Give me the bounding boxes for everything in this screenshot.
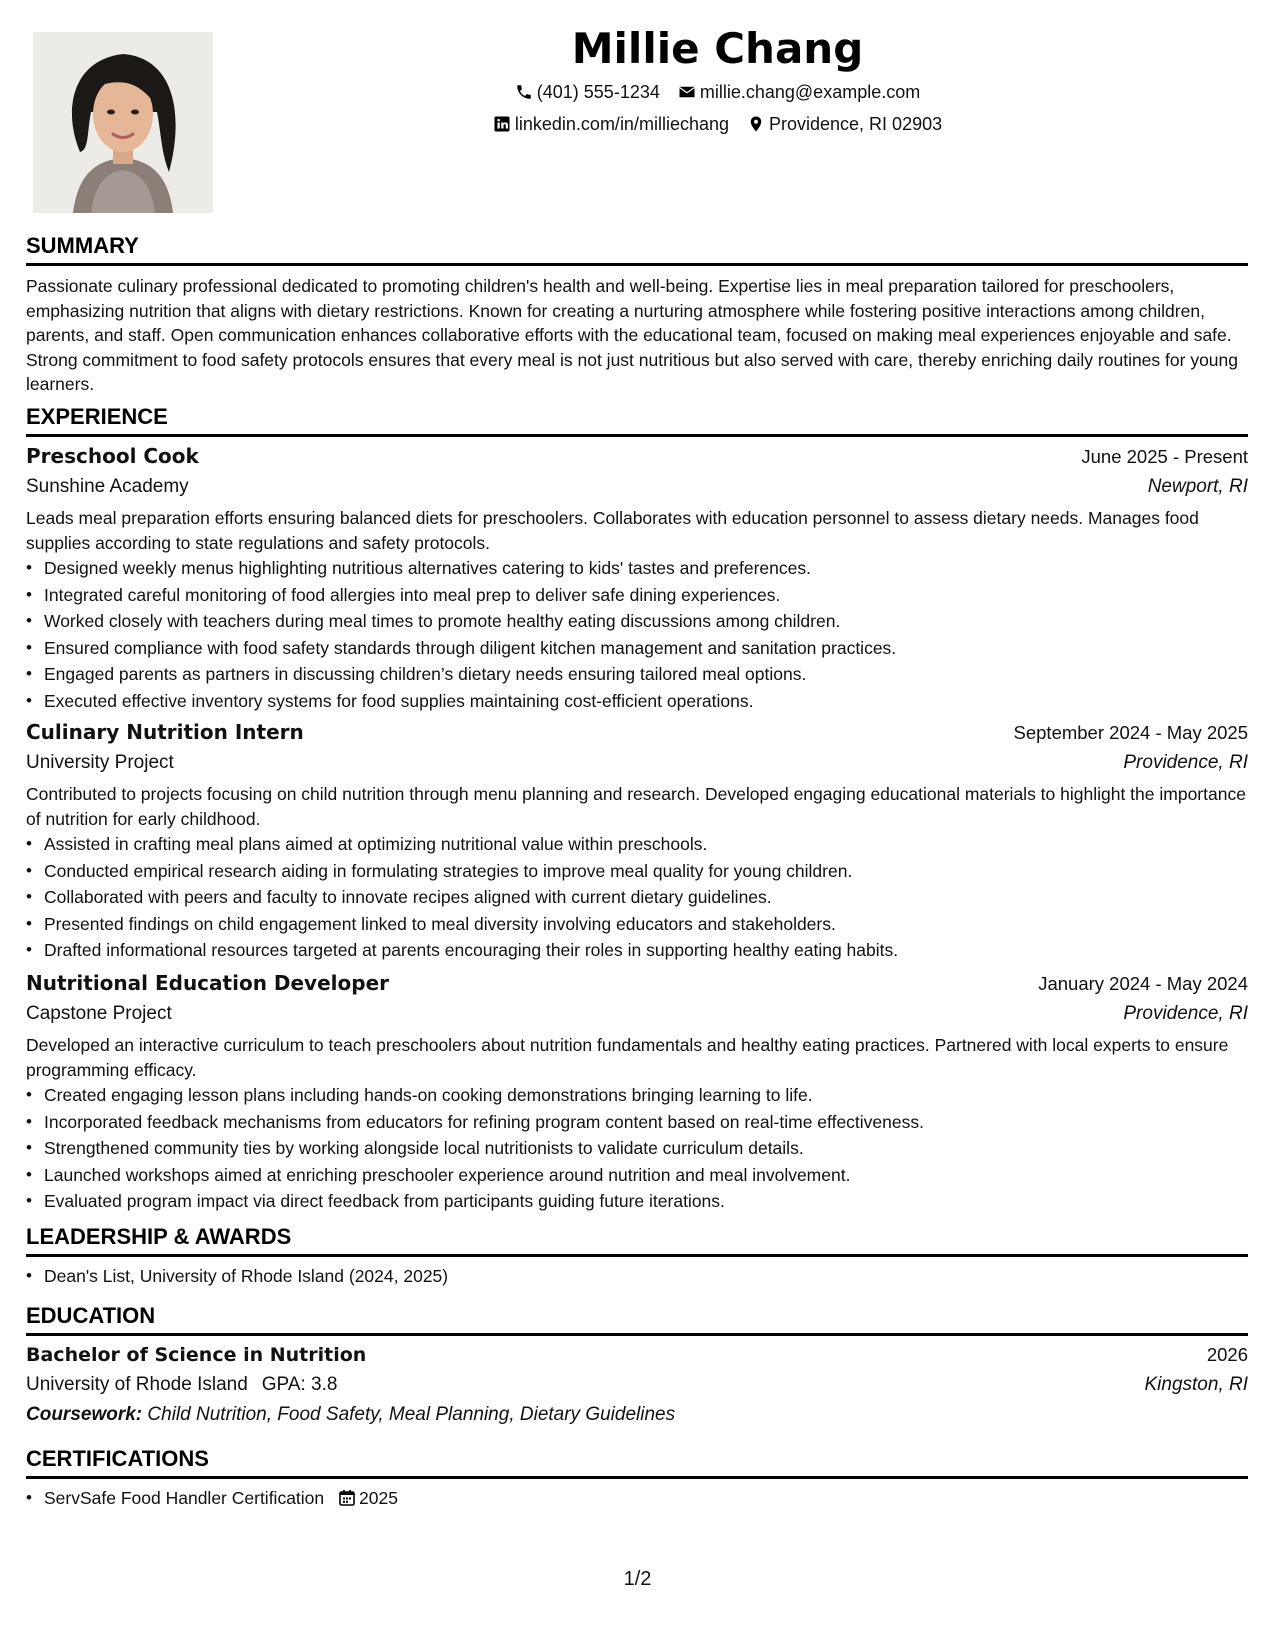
- job-bullets: [26, 555, 1248, 715]
- bullet-item: • Ensured compliance with food safety standards through diligent kitchen management and sanitation practices.: [44, 635, 1248, 662]
- job-description: Developed an interactive curriculum to teach preschoolers about nutrition fundamentals and healthy eating practices. Partnered with local experts to ensure programming efficacy.: [26, 1035, 1229, 1080]
- job-location: Providence, RI: [1123, 1003, 1248, 1024]
- bullet-item: • Collaborated with peers and faculty to innovate recipes aligned with current dietary guidelines.: [44, 884, 1248, 911]
- leadership-section: [26, 1223, 1248, 1290]
- job-dates: September 2024 - May 2025: [1013, 722, 1248, 743]
- education-heading: EDUCATION: [26, 1302, 1248, 1336]
- bullet-item: • Created engaging lesson plans including hands-on cooking demonstrations bringing learning to life.: [44, 1082, 1248, 1109]
- bullet-item: • Conducted empirical research aiding in formulating strategies to improve meal quality for young children.: [44, 858, 1248, 885]
- coursework-line: [26, 1400, 1248, 1430]
- job-entry: [26, 717, 1248, 964]
- summary-text: Passionate culinary professional dedicated to promoting children's health and well-being. Expertise lies in meal preparation tailored for preschoolers, emphasizing nutrition that aligns with dietary restrictions. Known for creating a nurturing atmosphere while fostering positive interactions among children, parents, and staff. Open communication enhances collaborative efforts with the educational team, focused on making meal experiences enjoyable and safe. Strong commitment to food safety protocols ensures that every meal is not just nutritious but also served with care, thereby enriching daily routines for young learners.: [26, 276, 1238, 394]
- award-item: • Dean's List, University of Rhode Island (2024, 2025): [44, 1263, 1248, 1290]
- linkedin-contact[interactable]: [493, 108, 729, 140]
- leadership-list: [26, 1263, 1248, 1290]
- school-name: University of Rhode Island: [26, 1374, 248, 1395]
- bullet-item: • Integrated careful monitoring of food allergies into meal prep to deliver safe dining experiences.: [44, 582, 1248, 609]
- bullet-item: • Launched workshops aimed at enriching preschooler experience around nutrition and meal involvement.: [44, 1162, 1248, 1189]
- summary-section: [26, 232, 1248, 397]
- envelope-icon: [678, 83, 696, 101]
- gpa: GPA: 3.8: [261, 1374, 338, 1395]
- location-text: Providence, RI 02903: [769, 114, 943, 134]
- job-bullets: [26, 831, 1248, 964]
- job-dates: June 2025 - Present: [1081, 446, 1248, 467]
- bullet-item: • Strengthened community ties by working alongside local nutritionists to validate curriculum details.: [44, 1135, 1248, 1162]
- job-organization: University Project: [26, 752, 174, 773]
- job-title: Preschool Cook: [26, 444, 199, 468]
- map-pin-icon: [747, 115, 765, 133]
- job-organization: Sunshine Academy: [26, 476, 189, 497]
- phone-text: (401) 555-1234: [536, 82, 660, 102]
- job-title: Culinary Nutrition Intern: [26, 720, 304, 744]
- leadership-heading: LEADERSHIP & AWARDS: [26, 1223, 1248, 1257]
- school-info: [26, 1370, 337, 1400]
- contact-line-1: [160, 76, 1275, 108]
- phone-icon: [515, 83, 533, 101]
- certification-item: [44, 1485, 1248, 1512]
- job-entry: [26, 968, 1248, 1215]
- coursework-list: Child Nutrition, Food Safety, Meal Planning, Dietary Guidelines: [147, 1404, 676, 1425]
- graduation-year: 2026: [1206, 1344, 1248, 1365]
- school-location: Kingston, RI: [1144, 1374, 1248, 1395]
- certifications-section: [26, 1445, 1248, 1512]
- linkedin-text: linkedin.com/in/milliechang: [514, 114, 729, 134]
- job-location: Newport, RI: [1147, 476, 1248, 497]
- job-title: Nutritional Education Developer: [26, 971, 389, 995]
- job-bullets: [26, 1082, 1248, 1215]
- page-number: 1/2: [623, 1568, 652, 1590]
- calendar-icon: [339, 1489, 355, 1506]
- bullet-item: • Presented findings on child engagement linked to meal diversity involving educators and stakeholders.: [44, 911, 1248, 938]
- linkedin-icon: [493, 115, 511, 133]
- experience-section: [26, 403, 1248, 437]
- bullet-item: • Designed weekly menus highlighting nutritious alternatives catering to kids' tastes and preferences.: [44, 555, 1248, 582]
- bullet-item: • Executed effective inventory systems for food supplies maintaining cost-efficient operations.: [44, 688, 1248, 715]
- resume-header: [240, 22, 1275, 140]
- email-text: millie.chang@example.com: [699, 82, 921, 102]
- job-organization: Capstone Project: [26, 1003, 172, 1024]
- certification-year: 2025: [359, 1488, 398, 1508]
- bullet-item: • Evaluated program impact via direct feedback from participants guiding future iterations.: [44, 1188, 1248, 1215]
- education-section: [26, 1302, 1248, 1430]
- job-entry: [26, 441, 1248, 715]
- coursework-label: Coursework:: [26, 1404, 143, 1425]
- job-description: Contributed to projects focusing on child nutrition through menu planning and research. Developed engaging educational materials to highlight the importance of nutrition for early childhood.: [26, 784, 1246, 829]
- bullet-item: • Engaged parents as partners in discussing children’s dietary needs ensuring tailored meal options.: [44, 661, 1248, 688]
- summary-heading: SUMMARY: [26, 232, 1248, 266]
- certifications-list: [26, 1485, 1248, 1512]
- job-description: Leads meal preparation efforts ensuring balanced diets for preschoolers. Collaborates with education personnel to assess dietary needs. Manages food supplies according to state regulations and safety protocols.: [26, 508, 1199, 553]
- job-dates: January 2024 - May 2024: [1038, 973, 1248, 994]
- candidate-name: Millie Chang: [571, 24, 864, 73]
- location-contact: [747, 108, 942, 140]
- email-contact[interactable]: [678, 76, 920, 108]
- job-location: Providence, RI: [1123, 752, 1248, 773]
- phone-contact[interactable]: [515, 76, 660, 108]
- bullet-item: • Drafted informational resources targeted at parents encouraging their roles in supporting healthy eating habits.: [44, 937, 1248, 964]
- contact-line-2: [160, 108, 1275, 140]
- bullet-item: • Assisted in crafting meal plans aimed at optimizing nutritional value within preschools.: [44, 831, 1248, 858]
- certification-name: ServSafe Food Handler Certification: [44, 1488, 325, 1508]
- bullet-item: • Worked closely with teachers during meal times to promote healthy eating discussions among children.: [44, 608, 1248, 635]
- bullet-item: • Incorporated feedback mechanisms from educators for refining program content based on real-time effectiveness.: [44, 1109, 1248, 1136]
- certifications-heading: CERTIFICATIONS: [26, 1445, 1248, 1479]
- experience-heading: EXPERIENCE: [26, 403, 1248, 437]
- degree-name: Bachelor of Science in Nutrition: [26, 1344, 367, 1366]
